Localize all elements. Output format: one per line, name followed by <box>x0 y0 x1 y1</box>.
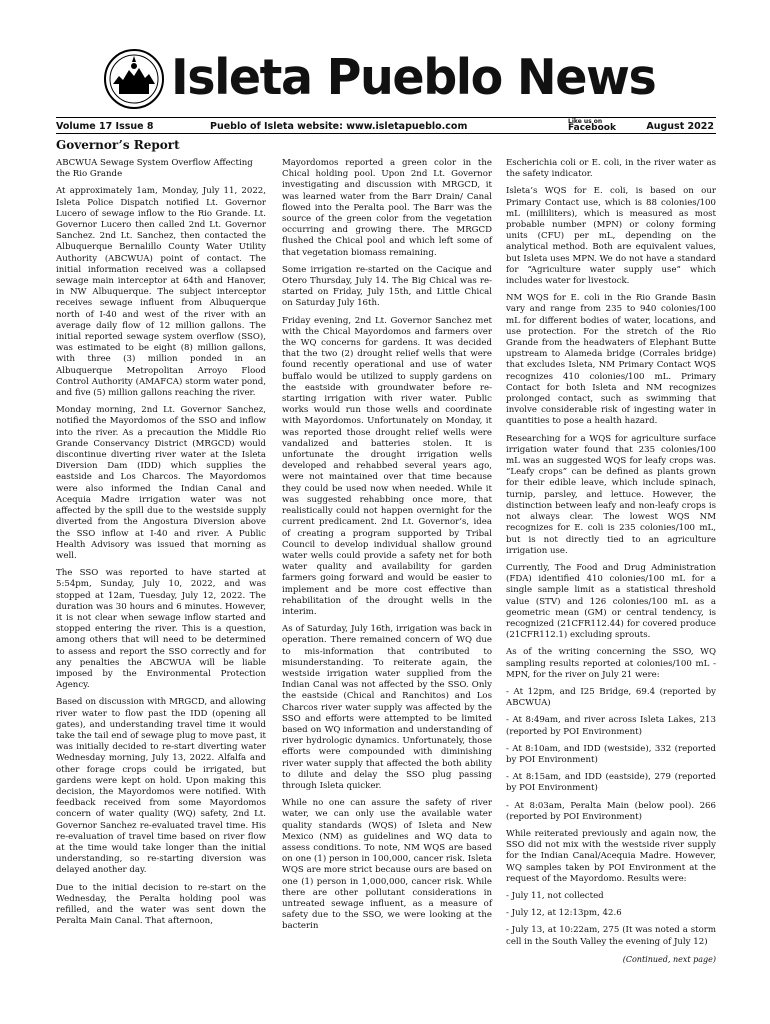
paragraph: As of the writing concerning the SSO, WQ sampling results reported at colonies/100 mL - MPN, for the river on July 21 were: <box>506 647 716 680</box>
paragraph: Some irrigation re-started on the Cacique and Otero Thursday, July 14. The Big Chical was re-started on Friday, July 15th, and Little Chical on Saturday July 16th. <box>282 264 492 309</box>
volume-issue: Volume 17 Issue 8 <box>56 121 154 132</box>
article-subtitle: ABCWUA Sewage System Overflow Affecting the Rio Grande <box>56 158 253 180</box>
paragraph: Mayordomos reported a green color in the Chical holding pool. Upon 2nd Lt. Governor investigating and discussion with MRGCD, it was learned water from the Barr Drain/ Canal flowed into the Peralta pool. The Barr was the source of the green color from the vegetation occurring and growing there. The MRGCD flushed the Chical pool and which left some of that vegetation biomass remaining. <box>282 158 492 258</box>
result-item: - At 12pm, and I25 Bridge, 69.4 (reported by ABCWUA) <box>506 686 716 709</box>
result-item: - At 8:03am, Peralta Main (below pool). 266 (reported by POI Environment) <box>506 800 716 822</box>
header-rule-bottom <box>56 133 716 134</box>
column-1 <box>56 158 266 933</box>
section-title: Governor’s Report <box>56 138 180 152</box>
paragraph: The SSO was reported to have started at 5:54pm, Sunday, July 10, 2022, and was stopped at 12am, Tuesday, July 12, 2022. The duration was 30 hours and 6 minutes. However, it is not clear when sewage inflow started and stopped entering the river. This is a question, among others that will need to be determined to assess and report the SSO correctly and for any penalties the ABCWUA will be liable imposed by the Environmental Protection Agency. <box>56 568 266 691</box>
pueblo-seal-icon <box>103 48 165 110</box>
paragraph: Due to the initial decision to re-start on the Wednesday, the Peralta holding pool was refilled, and the water was sent down the Peralta Main Canal. That afternoon, <box>56 882 266 927</box>
paragraph: At approximately 1am, Monday, July 11, 2022, Isleta Police Dispatch notified Lt. Governor Lucero of sewage inflow to the Rio Grande. Lt. Governor Lucero then called 2nd Lt. Governor Sanchez. 2nd Lt. Sanchez, then contacted the Albuquerque Bernalillo County Water Utility Authority (ABCWUA) point of contact. The initial information received was a collapsed sewage main interceptor at 64th and Hanover, in NW Albuquerque. The subject interceptor receives sewage influent from Albuquerque north of I-40 and west of the river with an average daily flow of 12 million gallons. The initial reported sewage system overflow (SSO), was estimated to be eight (8) million gallons, with three (3) million ponded in an Albuquerque Metropolitan Arroyo Flood Control Authority (AMAFCA) storm water pond, and five (5) million gallons reaching the river. <box>56 186 266 399</box>
paragraph: Researching for a WQS for agriculture surface irrigation water found that 235 colonies/100 mL was an suggested WQS for leafy crops was. “Leafy crops” can be defined as plants grown for their edible leave, which include spinach, turnip, parsley, and lettuce. However, the distinction between leafy and non-leafy crops is not always clear. The lowest WQS NM recognizes for E. coli is 235 colonies/100 mL, but is not directly tied to an agriculture irrigation use. <box>506 433 716 556</box>
facebook-icon: Facebook <box>568 123 616 133</box>
paragraph: Monday morning, 2nd Lt. Governor Sanchez, notified the Mayordomos of the SSO and inflow into the river. As a precaution the Middle Rio Grande Conservancy District (MRGCD) would discontinue diverting river water at the Isleta Diversion Dam (IDD) which supplies the eastside and Los Charcos. The Mayordomos were also informed the Indian Canal and Acequia Madre irrigation water was not affected by the spill due to the westside supply diverted from the Angostura Diversion above the SSO inflow at I-40 and river. A Public Health Advisory was issued that morning as well. <box>56 405 266 561</box>
column-3 <box>506 158 716 971</box>
result-item: - At 8:15am, and IDD (eastside), 279 (reported by POI Environment) <box>506 772 716 794</box>
masthead <box>103 44 663 112</box>
paragraph: NM WQS for E. coli in the Rio Grande Basin vary and range from 235 to 940 colonies/100 mL for different bodies of water, locations, and use protection. For the stretch of the Rio Grande from the headwaters of Elephant Butte upstream to Alameda bridge (Corrales bridge) that excludes Isleta, NM Primary Contact WQS recognizes 410 colonies/100 mL. Primary Contact for both Isleta and NM recognizes prolonged contact, such as swimming that involve considerable risk of ingesting water in quantities to pose a health hazard. <box>506 293 716 427</box>
issue-date: August 2022 <box>646 121 714 132</box>
paragraph: While no one can assure the safety of river water, we can only use the available water quality standards (WQS) of Isleta and New Mexico (NM) as guidelines and WQ data to assess conditions. To note, NM WQS are based on one (1) person in 100,000, cancer risk. Isleta WQS are more strict because ours are based on one (1) person in 1,000,000, cancer risk. While there are other pollutant considerations in untreated sewage influent, as a measure of safety due to the SSO, we were looking at the bacterin <box>282 798 492 932</box>
paragraph: As of Saturday, July 16th, irrigation was back in operation. There remained concern of WQ due to mis-information that contributed to misunderstanding. To reiterate again, the westside irrigation water supplied from the Indian Canal was not affected by the SSO. Only the eastside (Chical and Ranchitos) and Los Charcos river water supply was affected by the SSO and efforts were attempted to be limited based on WQ information and understanding of river hydrologic dynamics. Unfortunately, those efforts were compounded with diminishing river water supply that affected the both ability to dilute and delay the SSO plug passing through Isleta quicker. <box>282 624 492 791</box>
paragraph: Based on discussion with MRGCD, and allowing river water to flow past the IDD (opening all gates), and understanding travel time it would take the tail end of sewage plug to move past, it was initially decided to re-start diverting water Wednesday morning, July 13, 2022. Alfalfa and other forage crops could be irrigated, but gardens were kept on hold. Upon making this decision, the Mayordomos were notified. With feedback received from some Mayordomos concern of water quality (WQ) safety, 2nd Lt. Governor Sanchez re-evaluated travel time. His re-evaluation of travel time based on river flow at the time would take longer than the initial understanding, so re-starting diversion was delayed another day. <box>56 697 266 876</box>
continued-note: (Continued, next page) <box>622 954 716 964</box>
paragraph: Isleta’s WQS for E. coli, is based on our Primary Contact use, which is 88 colonies/100 mL (milliliters), which is measured as most probable number (MPN) or colony forming units (CFU) per mL, depending on the analytical method. Both are equivalent values, but Isleta uses MPN. We do not have a standard for “Agriculture water supply use” which includes water for livestock. <box>506 186 716 287</box>
paragraph: While reiterated previously and again now, the SSO did not mix with the westside river supply for the Indian Canal/Acequia Madre. However, WQ samples taken by POI Environment at the request of the Mayordomo. Results were: <box>506 828 716 884</box>
result-item: - At 8:49am, and river across Isleta Lakes, 213 (reported by POI Environment) <box>506 715 716 737</box>
result-item: - July 13, at 10:22am, 275 (It was noted a storm cell in the South Valley the evening of July 12) <box>506 925 716 947</box>
info-bar <box>56 118 716 134</box>
result-item: - At 8:10am, and IDD (westside), 332 (reported by POI Environment) <box>506 743 716 765</box>
paragraph: Currently, The Food and Drug Administration (FDA) identified 410 colonies/100 mL for a single sample limit as a statistical threshold value (STV) and 126 colonies/100 mL as a geometric mean (GM) or central tendency, is recognized (21CFR112.44) for covered produce (21CFR112.1) excluding sprouts. <box>506 562 716 641</box>
facebook-badge[interactable] <box>568 118 616 132</box>
paragraph: Escherichia coli or E. coli, in the river water as the safety indicator. <box>506 158 716 180</box>
facebook-like-text: Like us on <box>568 118 603 125</box>
result-item: - July 12, at 12:13pm, 42.6 <box>506 908 622 919</box>
newsletter-title: Isleta Pueblo News <box>171 49 656 106</box>
result-item: - July 11, not collected <box>506 890 604 901</box>
publisher-website[interactable]: Pueblo of Isleta website: www.isletapueblo.com <box>210 121 468 132</box>
paragraph: Friday evening, 2nd Lt. Governor Sanchez met with the Chical Mayordomos and farmers over the WQ concerns for gardens. It was decided that the two (2) drought relief wells that were found recently operational and use of water buffalo would be utilized to supply gardens on the eastside with groundwater before re-starting irrigation with river water. Public works would run those wells and coordinate with Mayordomos. Unfortunately on Monday, it was reported those drought relief wells were vandalized and batteries stolen. It is unfortunate the drought irrigation wells developed and rehabbed several years ago, were not maintained over that time because they could be used now when needed. While it was suggested rehabbing once more, that realistically could not happen overnight for the current predicament. 2nd Lt. Governor’s, idea of creating a program supported by Tribal Council to develop individual shallow ground water wells could provide a safety net for both water quality and availability for garden farmers going forward and would be easier to implement and be more cost effective than rehabilitation of the drought wells in the interim. <box>282 315 492 617</box>
column-2 <box>282 158 492 939</box>
